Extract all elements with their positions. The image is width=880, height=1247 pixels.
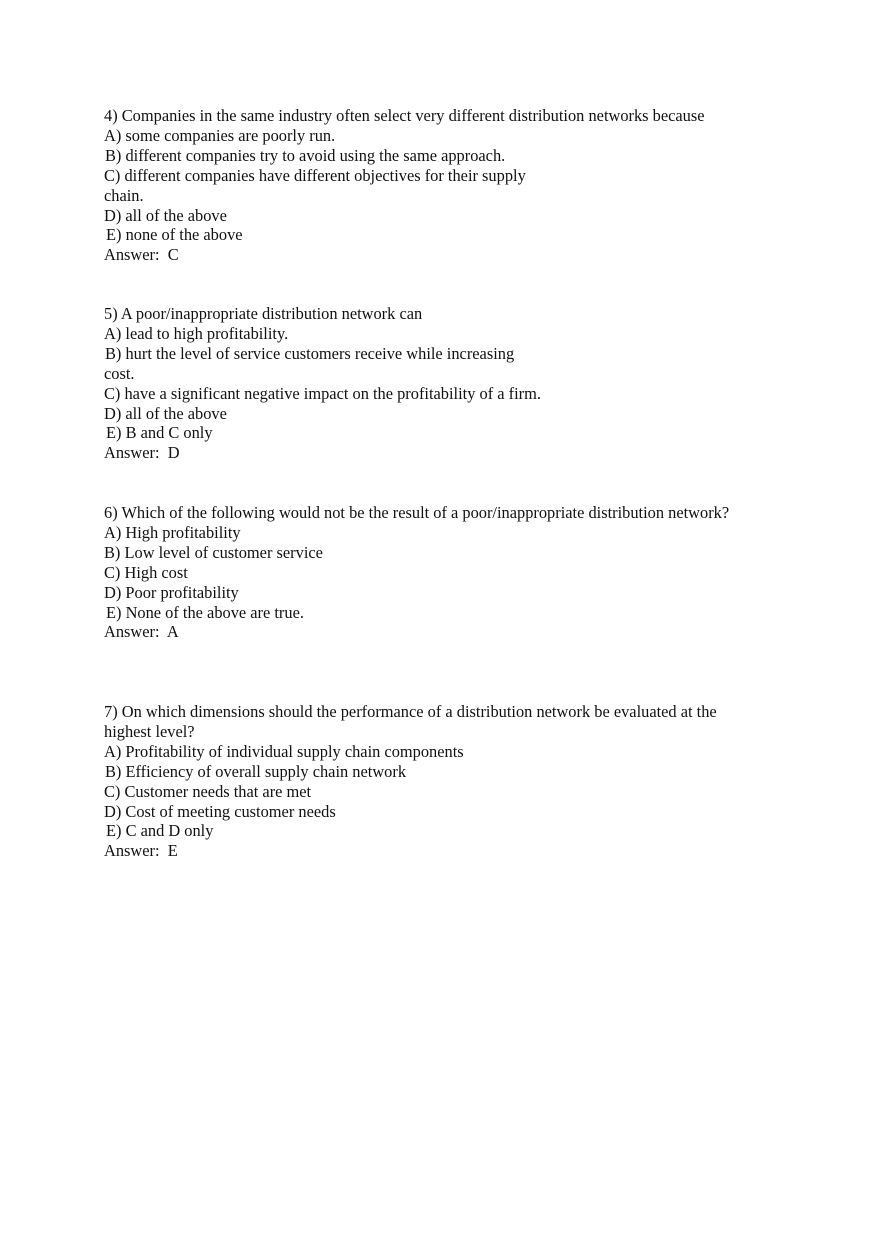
option-c-continued: chain. xyxy=(104,185,144,205)
option-c: C) Customer needs that are met xyxy=(104,781,312,801)
option-e: E) none of the above xyxy=(106,225,243,245)
option-d: D) Cost of meeting customer needs xyxy=(104,801,336,821)
question-5 xyxy=(104,304,804,463)
question-stem: 7) On which dimensions should the performance of a distribution network be evaluated at the xyxy=(104,702,717,721)
option-d: D) all of the above xyxy=(104,403,227,423)
option-b: B) different companies try to avoid using the same approach. xyxy=(105,145,506,165)
answer: Answer: E xyxy=(104,841,178,861)
question-stem: 4) Companies in the same industry often select very different distribution networks because xyxy=(104,106,705,125)
option-b: B) Low level of customer service xyxy=(104,542,323,562)
option-b: B) Efficiency of overall supply chain network xyxy=(105,761,407,781)
option-e: E) C and D only xyxy=(106,821,214,841)
option-b-continued: cost. xyxy=(104,363,135,383)
option-c: C) have a significant negative impact on the profitability of a firm. xyxy=(104,383,541,403)
option-a: A) High profitability xyxy=(104,522,241,542)
option-d: D) all of the above xyxy=(104,205,227,225)
option-b: B) hurt the level of service customers receive while increasing xyxy=(105,343,515,363)
option-a: A) lead to high profitability. xyxy=(104,323,289,343)
answer: Answer: D xyxy=(104,443,180,463)
question-7 xyxy=(104,702,804,861)
question-stem-continued: highest level? xyxy=(104,721,195,741)
option-a: A) Profitability of individual supply chain components xyxy=(104,741,464,761)
option-a: A) some companies are poorly run. xyxy=(104,125,336,145)
option-c: C) High cost xyxy=(104,562,188,582)
option-e: E) B and C only xyxy=(106,423,213,443)
option-d: D) Poor profitability xyxy=(104,582,239,602)
question-stem: 6) Which of the following would not be the result of a poor/inappropriate distribution network? xyxy=(104,503,730,522)
question-6 xyxy=(104,503,804,642)
option-c: C) different companies have different objectives for their supply xyxy=(104,165,526,185)
question-4 xyxy=(104,106,804,265)
answer: Answer: A xyxy=(104,622,179,642)
answer: Answer: C xyxy=(104,245,179,265)
question-stem: 5) A poor/inappropriate distribution network can xyxy=(104,304,423,323)
option-e: E) None of the above are true. xyxy=(106,602,304,622)
